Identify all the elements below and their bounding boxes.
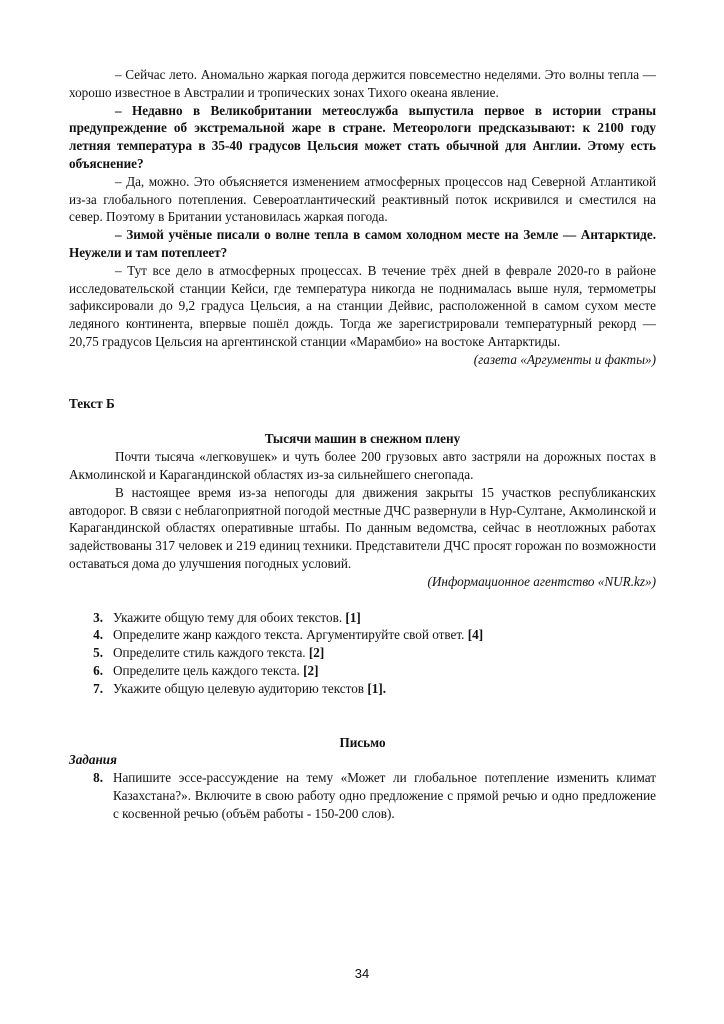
task-points: [4] — [467, 627, 484, 643]
task-points: [1]. — [367, 680, 387, 696]
writing-tasks-label: Задания — [69, 752, 117, 768]
task-number: 5. — [93, 645, 103, 661]
text-a-paragraph-2: – Да, можно. Это объясняется изменением атмосферных процессов над Северной Атлантикой из-за глобального потепления. Североатлантический реактивный поток искривился и сместился на север. Поэтому в Британии установилась жаркая погода. — [69, 173, 656, 225]
task-text: Определите стиль каждого текста. — [113, 645, 306, 661]
task-item-6 — [69, 662, 656, 680]
task-number: 8. — [93, 770, 103, 786]
page-number: 34 — [354, 966, 370, 981]
writing-task-list — [69, 769, 656, 822]
task-item-4 — [69, 626, 656, 644]
text-a-question-2: – Зимой учёные писали о волне тепла в самом холодном месте на Земле — Антарктиде. Неужели и там потеплеет? — [69, 227, 656, 260]
task-points: [1] — [345, 609, 361, 625]
task-number: 3. — [93, 609, 103, 625]
text-a-paragraph-3: – Тут все дело в атмосферных процессах. В течение трёх дней в феврале 2020-го в районе исследовательской станции Кейси, где температура никогда не поднималась выше нуля, термометры зафиксировали до 9,2 градуса Цельсия, а на станции Дейвис, расположенной в самом сухом месте ледяного континента, впервые пошёл дождь. Тогда же зарегистрировали температурный рекорд — 20,75 градусов Цельсия на аргентинской станции «Марамбио» на востоке Антарктиды. — [69, 262, 656, 349]
task-points: [2] — [308, 645, 325, 661]
text-a-question-1: – Недавно в Великобритании метеослужба выпустила первое в истории страны предупреждение об экстремальной жаре в стране. Метеорологи предсказывают: к 2100 году летняя температура в 35-40 градусов Цельсия может стать обычной для Англии. Этому есть объяснение? — [69, 102, 656, 171]
task-text: Определите цель каждого текста. — [113, 662, 300, 678]
task-number: 6. — [93, 662, 103, 678]
writing-section-title: Письмо — [339, 734, 386, 750]
task-points: [2] — [303, 662, 319, 678]
task-item-3 — [69, 609, 656, 627]
task-item-7 — [69, 680, 656, 698]
task-item-8 — [69, 769, 656, 822]
text-a-paragraph-1: – Сейчас лето. Аномально жаркая погода держится повсеместно неделями. Это волны тепла — хорошо известное в Австралии и тропических зонах Тихого океана явление. — [69, 67, 656, 100]
text-b-title: Тысячи машин в снежном плену — [264, 431, 461, 447]
task-number: 7. — [93, 680, 103, 696]
text-a-source: (газета «Аргументы и факты») — [473, 351, 656, 367]
task-list — [69, 609, 656, 698]
page-content — [69, 66, 656, 822]
text-b-paragraph-2: В настоящее время из-за непогоды для движения закрыты 15 участков республиканских автодорог. В связи с неблагоприятной погодой местные ДЧС развернули в Нур-Султане, Акмолинской и Карагандинской областях оперативные штабы. По данным ведомства, сейчас в неотложных работах задействованы 317 человек и 219 единиц техники. Представители ДЧС просят горожан по возможности оставаться дома до улучшения погодных условий. — [69, 484, 656, 571]
task-text: Укажите общую целевую аудиторию текстов — [113, 680, 365, 696]
task-text: Напишите эссе-рассуждение на тему «Может ли глобальное потепление изменить климат Казахстана?». Включите в свою работу одно предложение с прямой речью и одно предложение с косвенной речью (объём работы - 150-200 слов). — [113, 770, 656, 821]
text-b-label: Текст Б — [69, 395, 115, 411]
task-number: 4. — [93, 627, 103, 643]
task-item-5 — [69, 644, 656, 662]
text-b-source: (Информационное агентство «NUR.kz») — [427, 573, 656, 589]
task-text: Укажите общую тему для обоих текстов. — [113, 609, 343, 625]
text-b-paragraph-1: Почти тысяча «легковушек» и чуть более 200 грузовых авто застряли на дорожных постах в Акмолинской и Карагандинской областях из-за сильнейшего снегопада. — [69, 449, 656, 482]
task-text: Определите жанр каждого текста. Аргументируйте свой ответ. — [113, 627, 465, 643]
